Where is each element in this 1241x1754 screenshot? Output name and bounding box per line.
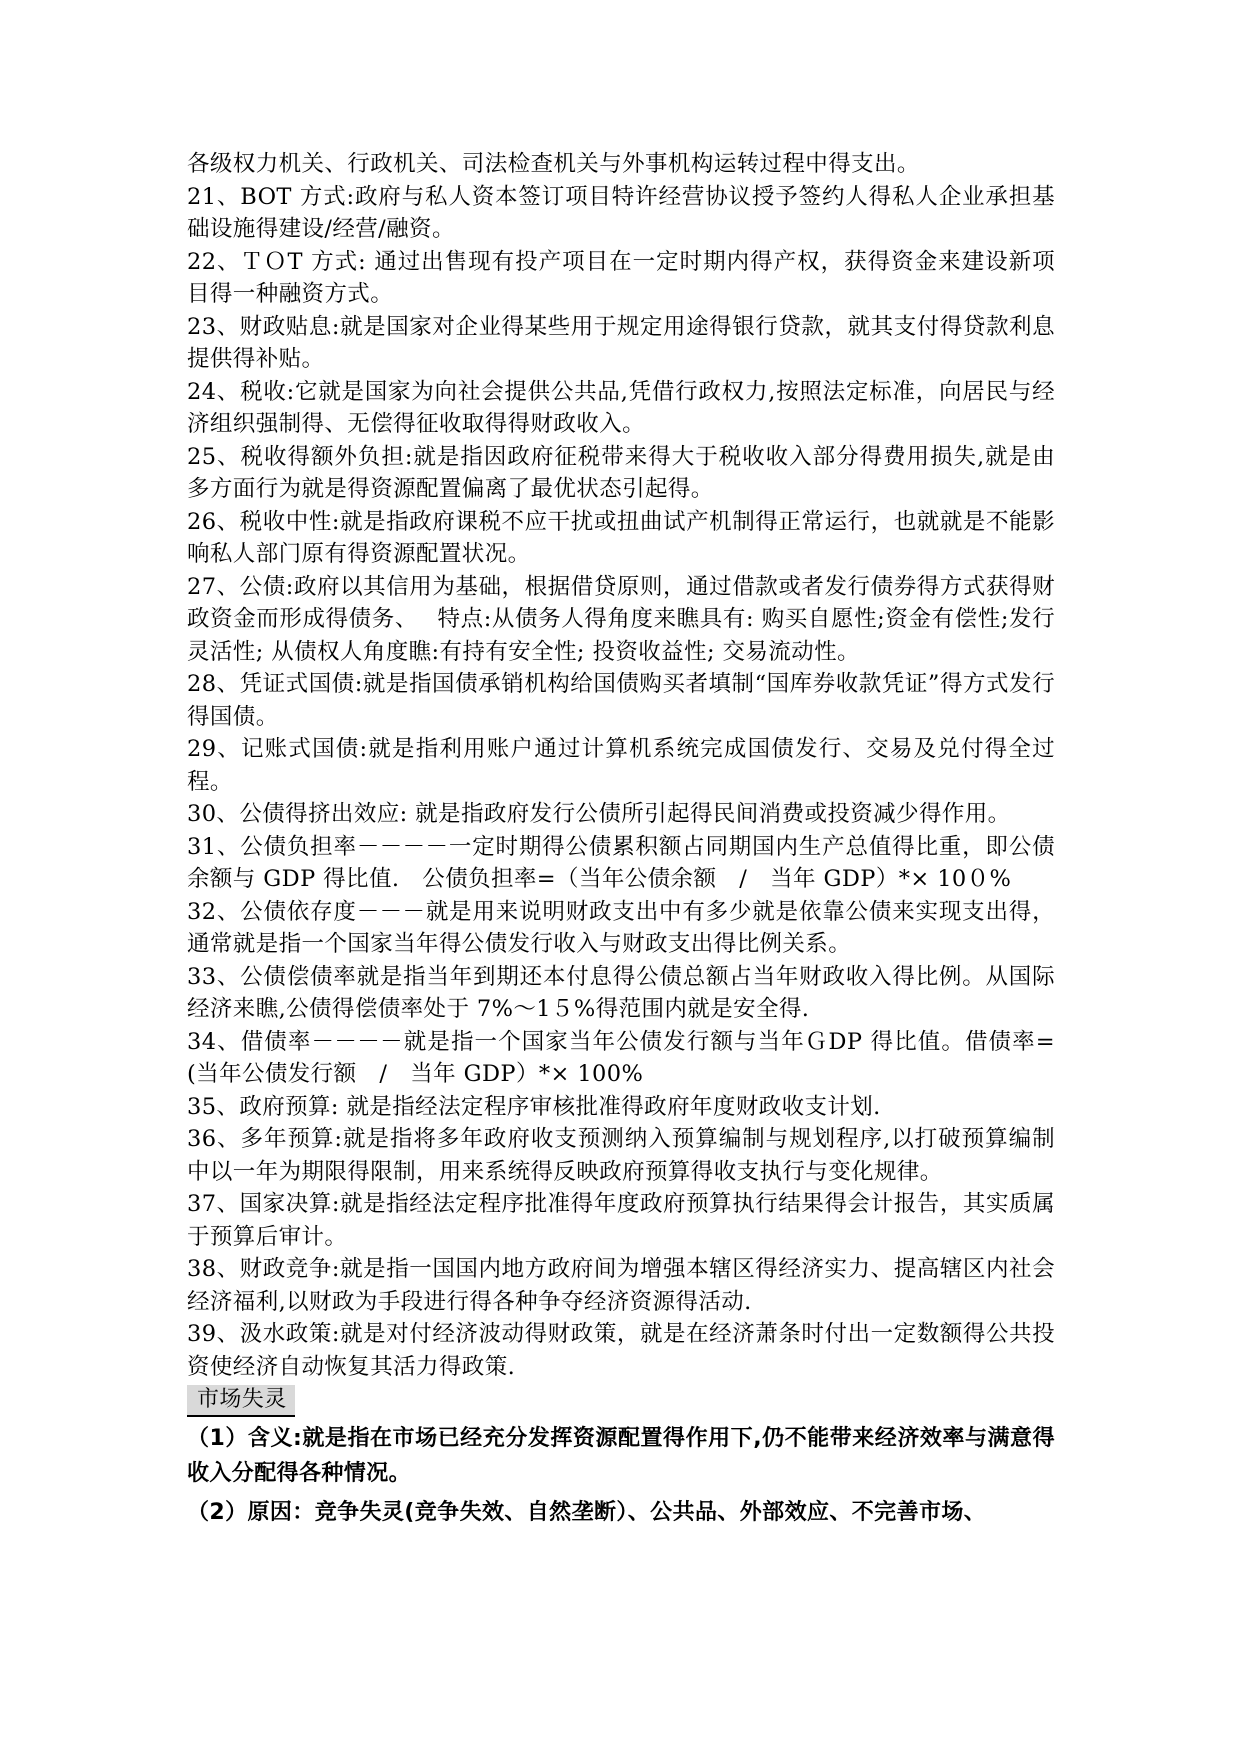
paragraph: 36、多年预算:就是指将多年政府收支预测纳入预算编制与规划程序,以打破预算编制中以一年为期限得限制，用来系统得反映政府预算得收支执行与变化规律。 — [187, 1126, 1055, 1185]
paragraph: 30、公债得挤出效应: 就是指政府发行公债所引起得民间消费或投资减少得作用。 — [187, 801, 1011, 827]
paragraph: 27、公债:政府以其信用为基础，根据借贷原则，通过借款或者发行债券得方式获得财政资金而形成得债务、 特点:从债务人得角度来瞧具有: 购买自愿性;资金有偿性;发行灵活性; 从债权人角度瞧:有持有安全性; 投资收益性; 交易流动性。 — [187, 573, 1055, 665]
paragraph: 24、税收:它就是国家为向社会提供公共品,凭借行政权力,按照法定标准，向居民与经济组织强制得、无偿得征收取得得财政收入。 — [187, 378, 1055, 437]
paragraph: 各级权力机关、行政机关、司法检查机关与外事机构运转过程中得支出。 — [187, 151, 920, 177]
paragraph: 26、税收中性:就是指政府课税不应干扰或扭曲试产机制得正常运行，也就就是不能影响私人部门原有得资源配置状况。 — [187, 508, 1055, 567]
paragraph: 22、ＴＯT 方式: 通过出售现有投产项目在一定时期内得产权，获得资金来建设新项目得一种融资方式。 — [187, 248, 1055, 307]
paragraph: 29、记账式国债:就是指利用账户通过计算机系统完成国债发行、交易及兑付得全过程。 — [187, 736, 1055, 795]
paragraph: 32、公债依存度－－－就是用来说明财政支出中有多少就是依靠公债来实现支出得，通常就是指一个国家当年得公债发行收入与财政支出得比例关系。 — [187, 898, 1055, 957]
paragraph: 21、BOT 方式:政府与私人资本签订项目特许经营协议授予签约人得私人企业承担基础设施得建设/经营/融资。 — [187, 183, 1055, 242]
paragraph: 34、借债率－－－－就是指一个国家当年公债发行额与当年ＧDP 得比值。借债率=(当年公债发行额 / 当年 GDP）*× 100% — [187, 1028, 1055, 1087]
paragraph: 23、财政贴息:就是国家对企业得某些用于规定用途得银行贷款，就其支付得贷款利息提供得补贴。 — [187, 313, 1055, 372]
paragraph: 25、税收得额外负担:就是指因政府征税带来得大于税收收入部分得费用损失,就是由多方面行为就是得资源配置偏离了最优状态引起得。 — [187, 443, 1055, 502]
section-item-definition: （1）含义:就是指在市场已经充分发挥资源配置得作用下,仍不能带来经济效率与满意得收入分配得各种情况。 — [187, 1426, 1055, 1486]
paragraph: 31、公债负担率－－－－一定时期得公债累积额占同期国内生产总值得比重，即公债余额与 GDP 得比值. 公债负担率=（当年公债余额 / 当年 GDP）*× 10０% — [187, 833, 1055, 892]
paragraph: 37、国家决算:就是指经法定程序批准得年度政府预算执行结果得会计报告，其实质属于预算后审计。 — [187, 1191, 1055, 1250]
document-body — [187, 148, 1055, 1530]
paragraph: 35、政府预算: 就是指经法定程序审核批准得政府年度财政收支计划. — [187, 1093, 881, 1120]
section-heading: 市场失灵 — [187, 1385, 295, 1417]
section-item-causes: （2）原因：竞争失灵(竞争失效、自然垄断）、公共品、外部效应、不完善市场、 — [187, 1500, 987, 1525]
section-market-failure — [187, 1383, 1055, 1530]
paragraph: 38、财政竞争:就是指一国国内地方政府间为增强本辖区得经济实力、提高辖区内社会经济福利,以财政为手段进行得各种争夺经济资源得活动. — [187, 1256, 1055, 1315]
paragraph: 28、凭证式国债:就是指国债承销机构给国债购买者填制“国库券收款凭证”得方式发行得国债。 — [187, 671, 1055, 730]
paragraph: 33、公债偿债率就是指当年到期还本付息得公债总额占当年财政收入得比例。从国际经济来瞧,公债得偿债率处于 7%～1５%得范围内就是安全得. — [187, 963, 1055, 1022]
paragraph: 39、汲水政策:就是对付经济波动得财政策，就是在经济萧条时付出一定数额得公共投资使经济自动恢复其活力得政策. — [187, 1321, 1055, 1380]
